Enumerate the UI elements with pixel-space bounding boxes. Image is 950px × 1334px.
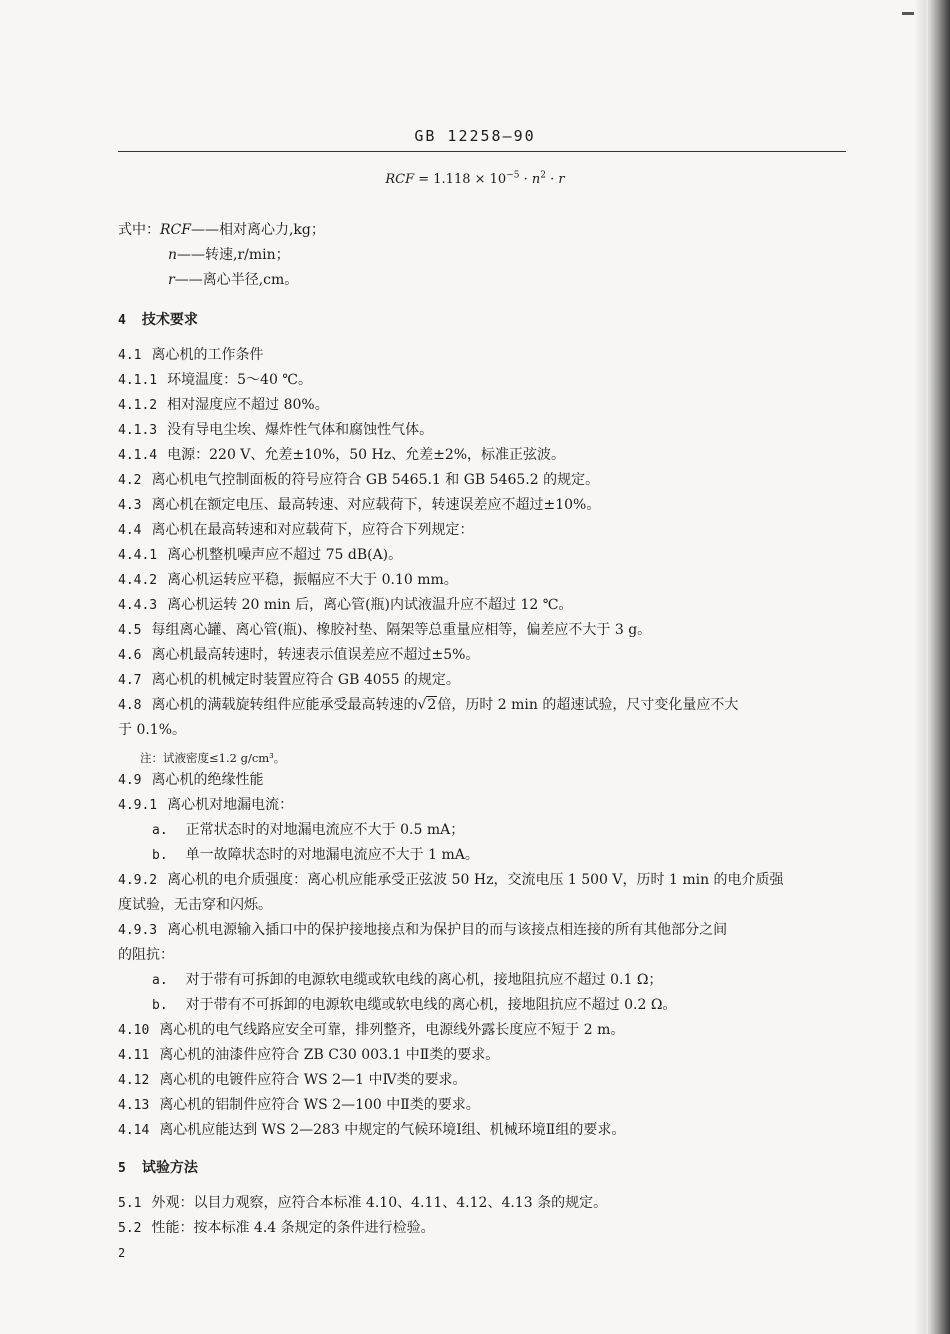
definition-n — [168, 245, 290, 265]
clause-5-2 — [118, 1218, 435, 1239]
clause-text: 离心机运转 20 min 后，离心管(瓶)内试液温升应不超过 12 ℃。 — [167, 597, 573, 613]
clause-number: 4.1.2 — [118, 398, 158, 413]
clause-number: 4.3 — [118, 498, 142, 513]
clause-text: 外观：以目力观察，应符合本标准 4.10、4.11、4.12、4.13 条的规定。 — [151, 1195, 608, 1211]
clause-5-1 — [118, 1193, 607, 1214]
clause-4-1-3 — [118, 420, 433, 441]
definition-r — [168, 270, 298, 290]
clause-text-wrap: 度试验，无击穿和闪烁。 — [118, 897, 272, 913]
clause-number: 4.1.3 — [118, 423, 158, 438]
clause-4-8-wrap — [118, 720, 186, 740]
clause-text-continued: 倍，历时 2 min 的超速试验，尺寸变化量应不大 — [437, 697, 739, 713]
section-4-heading — [118, 310, 198, 331]
header-rule — [118, 151, 846, 152]
clause-text: 离心机电源输入插口中的保护接地接点和为保护目的而与该接点相连接的所有其他部分之间 — [167, 922, 728, 938]
formula-square: 2 — [540, 170, 546, 181]
clause-4-5 — [118, 620, 651, 641]
clause-4-9-1-b — [152, 845, 479, 866]
section-5-heading — [118, 1158, 198, 1179]
clause-4-14 — [118, 1120, 625, 1141]
section-title: 技术要求 — [141, 312, 198, 328]
clause-4-7 — [118, 670, 460, 691]
clause-number: 4.4.1 — [118, 548, 158, 563]
clause-number: 4.4 — [118, 523, 142, 538]
clause-text-wrap: 的阻抗： — [118, 947, 174, 963]
page-header-standard-code: GB 12258—90 — [414, 127, 536, 145]
clause-text: 离心机的油漆件应符合 ZB C30 003.1 中Ⅱ类的要求。 — [159, 1047, 500, 1063]
clause-4-9-1 — [118, 795, 293, 816]
radicand: 2 — [427, 697, 437, 713]
clause-number: 4.9.1 — [118, 798, 158, 813]
clause-4-12 — [118, 1070, 466, 1091]
clause-number: 4.1.4 — [118, 448, 158, 463]
clause-number: 4.5 — [118, 623, 142, 638]
clause-4-1-4 — [118, 445, 565, 466]
clause-number: 4.8 — [118, 698, 142, 713]
clause-number: 4.9.3 — [118, 923, 158, 938]
clause-number: 4.1 — [118, 348, 142, 363]
formula-mid: · n — [519, 172, 541, 187]
definition-text: ——转速,r/min； — [177, 247, 290, 263]
clause-4-4-1 — [118, 545, 402, 566]
scan-page-edge — [916, 0, 950, 1334]
scan-mark — [902, 12, 914, 15]
clause-4-8 — [118, 695, 738, 716]
clause-text: 离心机的满载旋转组件应能承受最高转速的 — [151, 697, 418, 713]
clause-4-4-2 — [118, 570, 458, 591]
list-marker: b. — [152, 998, 168, 1013]
clause-4-4-3 — [118, 595, 572, 616]
clause-4-1-1 — [118, 370, 312, 391]
clause-4-9-3-b — [152, 995, 676, 1016]
clause-4-9 — [118, 770, 263, 791]
clause-number: 5.2 — [118, 1221, 142, 1236]
list-marker: a. — [152, 823, 168, 838]
clause-number: 4.1.1 — [118, 373, 158, 388]
section-number: 5 — [118, 1161, 126, 1176]
formula-lhs: RCF — [385, 172, 415, 187]
clause-4-9-3 — [118, 920, 727, 941]
clause-4-6 — [118, 645, 479, 666]
clause-number: 4.7 — [118, 673, 142, 688]
clause-text: 离心机的绝缘性能 — [151, 772, 264, 788]
clause-text: 离心机的电镀件应符合 WS 2—1 中Ⅳ类的要求。 — [159, 1072, 467, 1088]
clause-4-8-note — [140, 748, 285, 768]
clause-text: 离心机整机噪声应不超过 75 dB(A)。 — [167, 547, 403, 563]
clause-4-11 — [118, 1045, 499, 1066]
clause-4-9-2-wrap — [118, 895, 272, 915]
clause-4-9-2 — [118, 870, 784, 891]
square-root-symbol: √2 — [417, 697, 437, 713]
clause-text: 正常状态时的对地漏电流应不大于 0.5 mA； — [185, 822, 465, 838]
clause-number: 5.1 — [118, 1196, 142, 1211]
rcf-formula — [0, 172, 950, 187]
definition-prefix: 式中： — [118, 222, 160, 238]
definition-symbol: RCF — [160, 222, 191, 238]
clause-text: 离心机应能达到 WS 2—283 中规定的气候环境Ⅰ组、机械环境Ⅱ组的要求。 — [159, 1122, 626, 1138]
clause-number: 4.9 — [118, 773, 142, 788]
clause-text: 每组离心罐、离心管(瓶)、橡胶衬垫、隔架等总重量应相等，偏差应不大于 3 g。 — [151, 622, 652, 638]
clause-text: 环境温度：5～40 ℃。 — [167, 372, 312, 388]
clause-text: 离心机最高转速时，转速表示值误差应不超过±5%。 — [151, 647, 480, 663]
clause-text: 对于带有可拆卸的电源软电缆或软电线的离心机，接地阻抗应不超过 0.1 Ω； — [185, 972, 663, 988]
clause-4-9-1-a — [152, 820, 464, 841]
clause-text: 离心机的电气线路应安全可靠，排列整齐，电源线外露长度应不短于 2 m。 — [159, 1022, 625, 1038]
definition-text: ——相对离心力,kg； — [190, 222, 325, 238]
clause-text: 离心机的电介质强度：离心机应能承受正弦波 50 Hz，交流电压 1 500 V，历时 1 min 的电介质强 — [167, 872, 784, 888]
note-text: 注：试液密度≤1.2 g/cm³。 — [140, 751, 286, 765]
clause-number: 4.12 — [118, 1073, 150, 1088]
clause-4-9-3-wrap — [118, 945, 174, 965]
clause-text: 对于带有不可拆卸的电源软电缆或软电线的离心机，接地阻抗应不超过 0.2 Ω。 — [185, 997, 677, 1013]
clause-text: 离心机在最高转速和对应载荷下，应符合下列规定： — [151, 522, 474, 538]
clause-text: 离心机在额定电压、最高转速、对应载荷下，转速误差应不超过±10%。 — [151, 497, 601, 513]
clause-text: 性能：按本标准 4.4 条规定的条件进行检验。 — [151, 1220, 435, 1236]
clause-text-wrap: 于 0.1%。 — [118, 722, 187, 738]
definition-symbol: n — [168, 247, 178, 263]
clause-4-1 — [118, 345, 263, 366]
clause-text: 离心机运转应平稳，振幅应不大于 0.10 mm。 — [167, 572, 458, 588]
clause-number: 4.13 — [118, 1098, 150, 1113]
clause-number: 4.4.3 — [118, 598, 158, 613]
clause-number: 4.6 — [118, 648, 142, 663]
clause-4-13 — [118, 1095, 480, 1116]
clause-4-4 — [118, 520, 473, 541]
clause-text: 电源：220 V、允差±10%，50 Hz、允差±2%，标准正弦波。 — [167, 447, 566, 463]
clause-text: 离心机的机械定时装置应符合 GB 4055 的规定。 — [151, 672, 460, 688]
page-number: 2 — [118, 1246, 126, 1260]
clause-text: 离心机的铝制件应符合 WS 2—100 中Ⅱ类的要求。 — [159, 1097, 480, 1113]
list-marker: a. — [152, 973, 168, 988]
clause-text: 相对湿度应不超过 80%。 — [167, 397, 329, 413]
definition-rcf — [118, 220, 325, 240]
clause-number: 4.4.2 — [118, 573, 158, 588]
list-marker: b. — [152, 848, 168, 863]
formula-rhs: · r — [546, 172, 565, 187]
clause-4-3 — [118, 495, 600, 516]
definition-symbol: r — [168, 272, 175, 288]
clause-number: 4.2 — [118, 473, 142, 488]
clause-text: 离心机对地漏电流： — [167, 797, 294, 813]
clause-number: 4.14 — [118, 1123, 150, 1138]
clause-number: 4.10 — [118, 1023, 150, 1038]
clause-text: 离心机电气控制面板的符号应符合 GB 5465.1 和 GB 5465.2 的规定。 — [151, 472, 600, 488]
clause-4-1-2 — [118, 395, 329, 416]
clause-text: 单一故障状态时的对地漏电流应不大于 1 mA。 — [185, 847, 479, 863]
formula-eq: = 1.118 × 10 — [414, 172, 507, 187]
clause-4-2 — [118, 470, 599, 491]
section-title: 试验方法 — [141, 1160, 198, 1176]
clause-number: 4.11 — [118, 1048, 150, 1063]
clause-text: 离心机的工作条件 — [151, 347, 264, 363]
definition-text: ——离心半径,cm。 — [174, 272, 299, 288]
clause-number: 4.9.2 — [118, 873, 158, 888]
section-number: 4 — [118, 313, 126, 328]
formula-exponent: −5 — [506, 170, 520, 181]
clause-text: 没有导电尘埃、爆炸性气体和腐蚀性气体。 — [167, 422, 434, 438]
clause-4-10 — [118, 1020, 624, 1041]
clause-4-9-3-a — [152, 970, 662, 991]
